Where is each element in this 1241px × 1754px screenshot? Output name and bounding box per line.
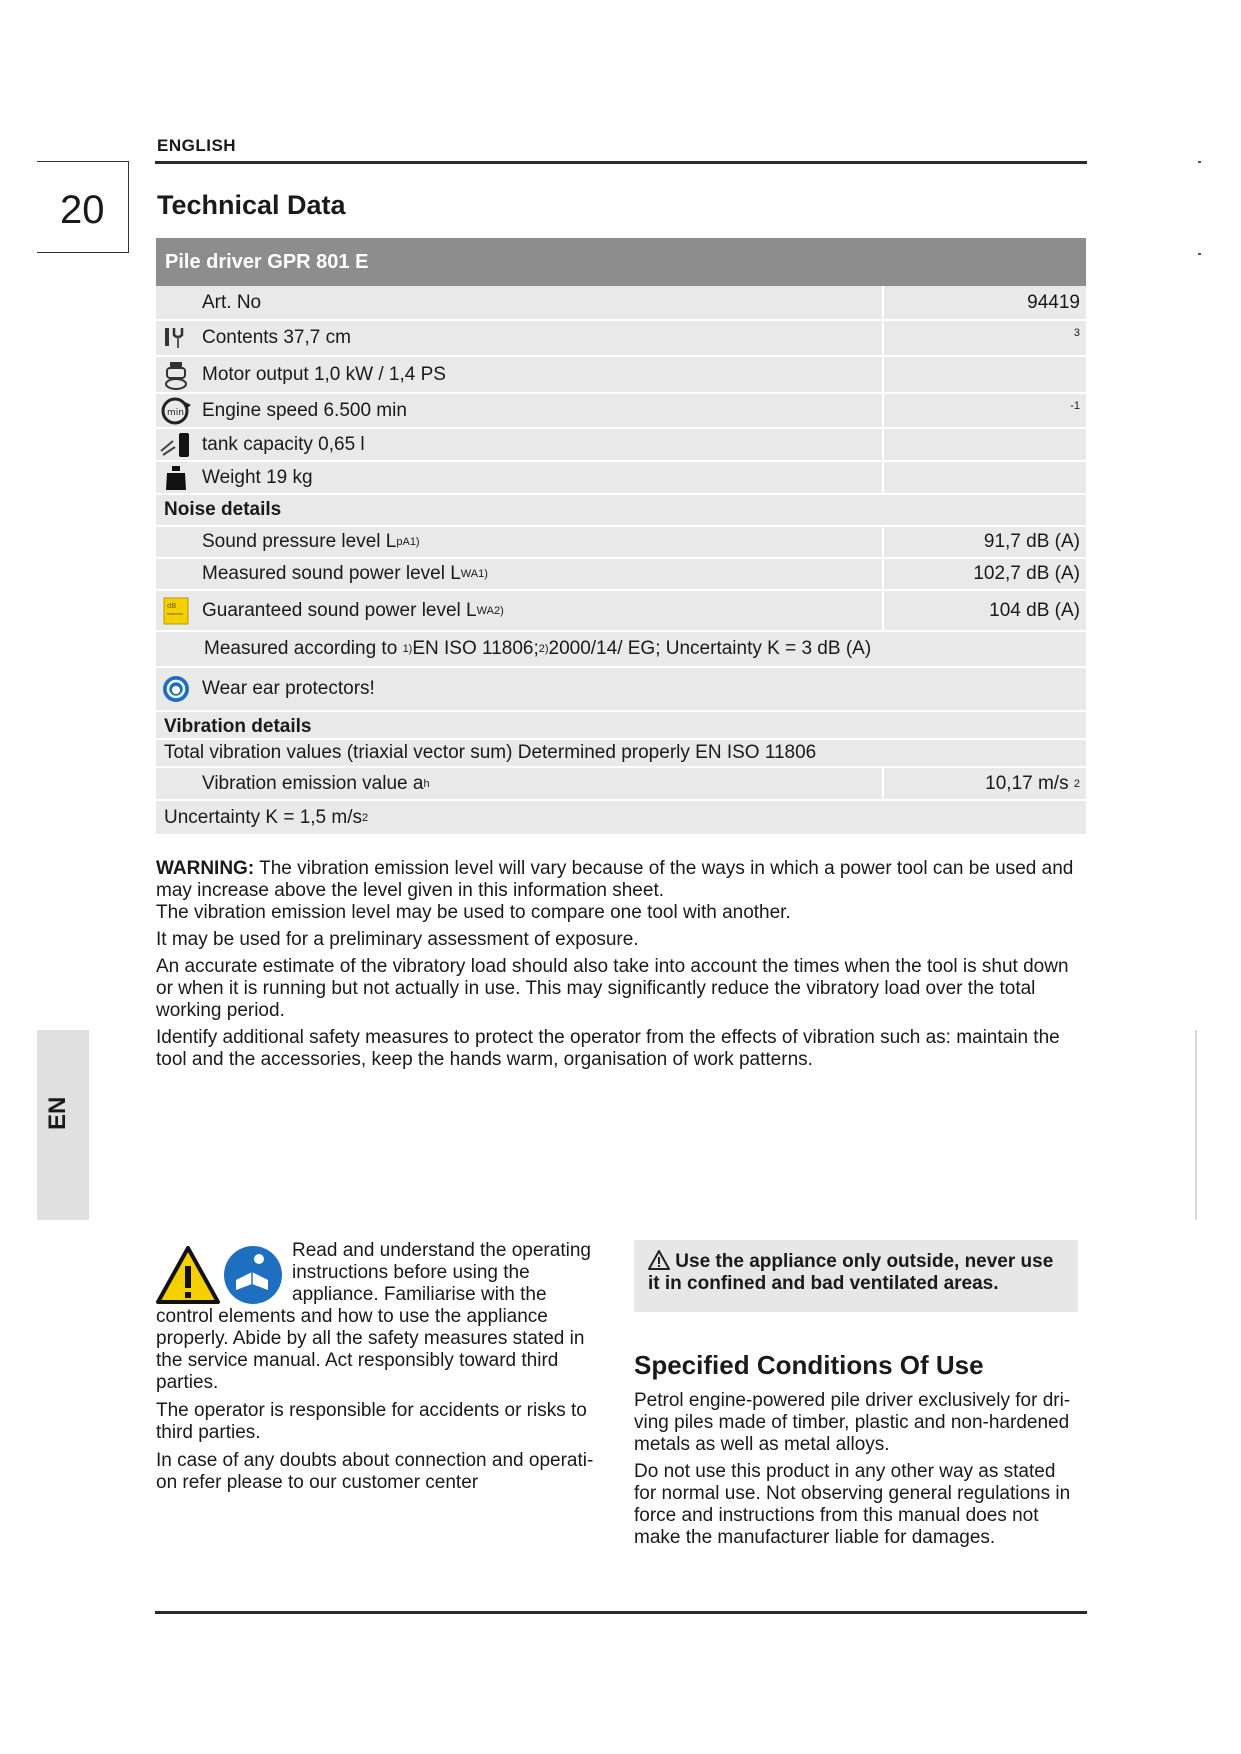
conditions-text: Petrol engine-powered pile driver exclusively for dri-ving piles made of timber, plastic and non-hardened metals as well as metal alloys. Do not use this product in any other way as stated for normal use. Not observing general regulations in force and instructions from this manual does not make the manufacturer liable for damages. [634, 1390, 1071, 1548]
row-label: Sound pressure level L pA 1) [196, 527, 884, 557]
noise-details-heading: Noise details [156, 495, 1086, 527]
technical-data-table [156, 238, 1086, 836]
motor-icon [156, 357, 196, 392]
table-row [156, 429, 1086, 462]
svg-text:dB: dB [167, 601, 177, 610]
table-row [156, 527, 1086, 559]
table-row [156, 591, 1086, 632]
row-value [884, 357, 1086, 392]
table-title: Pile driver GPR 801 E [156, 238, 1086, 286]
row-value: 91,7 dB (A) [983, 531, 1080, 552]
row-label: Vibration emission value a h [196, 768, 884, 799]
table-row [156, 462, 1086, 495]
row-label: Wear ear protectors! [202, 678, 375, 699]
margin-tick [1198, 161, 1201, 163]
vibration-warning: WARNING: The vibration emission level will vary because of the ways in which a power tool can be used and may increase above the level given in this information sheet. The vibration emission level may be used to compare one tool with another. It may be used for a preliminary assessment of exposure. An accurate estimate of the vibratory load should also take into account the times when the tool is shut down or when it is running but not actually in use. This may significantly reduce the vibratory load over the total working period. Identify additional safety measures to protect the operator from the effects of vibration such as: maintain the tool and the accessories, keep the hands warm, organisation of work patterns. [156, 858, 1074, 1070]
language-header: ENGLISH [157, 136, 237, 155]
row-label: tank capacity 0,65 l [196, 429, 884, 460]
noise-label-icon [156, 591, 196, 630]
warning-triangle-icon [648, 1251, 675, 1272]
row-value [884, 429, 1086, 460]
table-row [156, 768, 1086, 801]
bottom-rule [155, 1611, 1087, 1614]
row-value-superscript: 3 [1073, 327, 1080, 339]
row-value: 94419 [1027, 291, 1080, 313]
table-row [156, 357, 1086, 394]
row-label: Art. No [196, 286, 884, 319]
margin-tick [1198, 253, 1201, 255]
vibration-details-heading: Vibration details [156, 712, 1086, 740]
conditions-title: Specified Conditions Of Use [634, 1350, 984, 1380]
row-value: 104 dB (A) [989, 599, 1080, 621]
page-number: 20 [60, 188, 105, 232]
row-label: Measured sound power level L WA 1) [196, 559, 884, 589]
warning-triangle-icon [158, 1248, 218, 1302]
fuel-tank-icon [156, 429, 196, 460]
uncertainty-note: Uncertainty K = 1,5 m/s 2 [156, 801, 1086, 836]
row-label: Guaranteed sound power level L WA 2) [196, 591, 884, 630]
row-label: Contents 37,7 cm [196, 321, 884, 355]
table-row [156, 321, 1086, 357]
table-row [156, 668, 1086, 712]
vibration-note: Total vibration values (triaxial vector sum) Determined properly EN ISO 11806 [156, 740, 1086, 768]
table-row [156, 286, 1086, 321]
safety-instructions: Read and understand the operating instructions before using the appliance. Familiarise with the control elements and how to use the appliance properly. Abide by all the safety measures stated in the service manual. Act responsibly toward third parties. The operator is responsible for accidents or risks to third parties. In case of any doubts about connection and operati-on refer please to our customer center [156, 1240, 594, 1493]
weight-icon [156, 462, 196, 493]
row-value [884, 462, 1086, 493]
read-manual-icon [224, 1246, 282, 1304]
ear-protection-icon [156, 668, 196, 710]
row-value: 102,7 dB (A) [973, 563, 1080, 584]
right-margin-line [1195, 1030, 1197, 1220]
measured-according-note: Measured according to 1) EN ISO 11806; 2) 2000/14/ EG; Uncertainty K = 3 dB (A) [156, 632, 1086, 668]
row-value-superscript: -1 [1070, 400, 1080, 412]
row-label: Motor output 1,0 kW / 1,4 PS [196, 357, 884, 392]
table-row [156, 559, 1086, 591]
table-row [156, 394, 1086, 429]
outdoor-use-notice: Use the appliance only outside, never use it in confined and bad ventilated areas. [634, 1240, 1078, 1312]
engine-speed-icon [156, 394, 196, 427]
safety-icons [156, 1244, 284, 1306]
row-value: 10,17 m/s 2 [985, 772, 1080, 794]
top-rule [155, 161, 1087, 164]
svg-text:min: min [167, 407, 184, 418]
language-side-label: EN [44, 1096, 71, 1130]
row-label: Weight 19 kg [196, 462, 884, 493]
row-label: Engine speed 6.500 min [196, 394, 884, 427]
section-title: Technical Data [157, 190, 346, 220]
volume-icon [156, 321, 196, 355]
